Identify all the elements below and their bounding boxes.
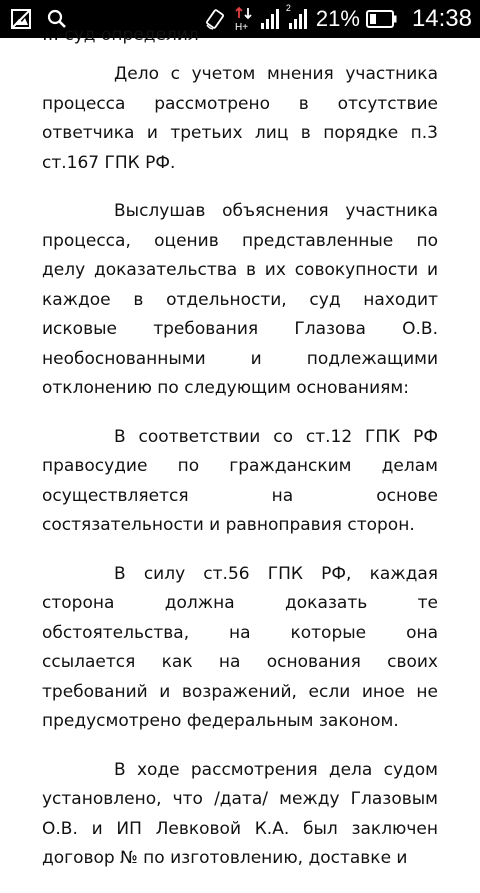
- paragraph-line: состязательности и равноправия сторон.: [42, 515, 415, 535]
- paragraph-line: ответчика и третьих лиц в порядке п.3: [42, 123, 438, 143]
- paragraph-line: каждое в отдельности, суд находит: [42, 289, 438, 310]
- paragraph-line: процесса рассмотрено в отсутствие: [42, 93, 438, 114]
- paragraph-line: требований и возражений, если иное не: [42, 681, 438, 702]
- cut-off-text: … суд определил: [42, 25, 199, 45]
- paragraph-line: О.В. и ИП Левковой К.А. был заключен: [42, 818, 438, 839]
- document-paragraph: [42, 60, 438, 178]
- paragraph-line: договор № по изготовлению, доставке и: [42, 848, 408, 868]
- paragraph-line: Выслушав объяснения участника: [114, 201, 438, 221]
- signal-icon-2: [285, 3, 310, 31]
- paragraph-line: необоснованными и подлежащими: [42, 348, 438, 369]
- paragraph-line: ссылается как на основания своих: [42, 652, 438, 672]
- paragraph-line: осуществляется на основе: [42, 485, 438, 506]
- cut-off-line: [42, 25, 438, 52]
- battery-icon: [366, 9, 398, 29]
- paragraphs: [42, 60, 438, 874]
- battery-percent: 21%: [315, 6, 360, 31]
- network-type-label: H+: [234, 22, 248, 33]
- paragraph-line: правосудие по гражданским делам: [42, 456, 438, 476]
- network-data-icon: [234, 6, 254, 32]
- document-paragraph: [42, 197, 438, 404]
- paragraph-line: Дело с учетом мнения участника: [114, 64, 438, 84]
- paragraph-line: В силу ст.56 ГПК РФ, каждая: [114, 563, 438, 584]
- status-bar-right: [204, 3, 472, 33]
- document-paragraph: [42, 423, 438, 541]
- sim-label: 2: [285, 3, 291, 13]
- paragraph-line: В ходе рассмотрения дела судом: [114, 759, 438, 780]
- paragraph-line: отклонению по следующим основаниям:: [42, 378, 409, 398]
- rotate-icon: [204, 7, 228, 31]
- paragraph-line: обстоятельства, на которые она: [42, 622, 438, 643]
- gallery-icon: [10, 8, 32, 30]
- paragraph-line: предусмотрено федеральным законом.: [42, 711, 399, 731]
- paragraph-line: сторона должна доказать те: [42, 593, 438, 613]
- paragraph-line: В соответствии со ст.12 ГПК РФ: [114, 426, 438, 447]
- paragraph-line: ст.167 ГПК РФ.: [42, 152, 176, 173]
- paragraph-line: установлено, что /дата/ между Глазовым: [42, 789, 438, 809]
- paragraph-line: исковые требования Глазова О.В.: [42, 319, 438, 339]
- paragraph-line: делу доказательства в их совокупности и: [42, 260, 438, 280]
- document-paragraph: [42, 560, 438, 737]
- paragraph-line: процесса, оценив представленные по: [42, 230, 438, 251]
- signal-icon: [260, 7, 282, 31]
- clock: 14:38: [411, 5, 472, 32]
- document-body: [42, 25, 438, 893]
- document-paragraph: [42, 756, 438, 874]
